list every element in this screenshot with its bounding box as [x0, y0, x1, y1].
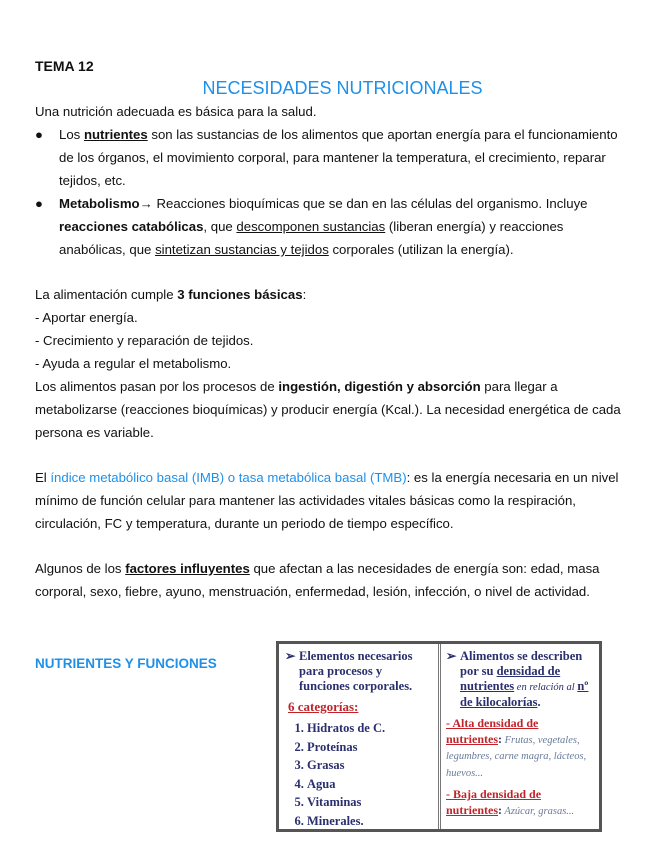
- intro-text: Una nutrición adecuada es básica para la salud.: [35, 104, 317, 119]
- document-page: [35, 56, 625, 603]
- list-item: 5. Vitaminas: [307, 793, 432, 812]
- list-item: 6. Minerales.: [307, 812, 432, 831]
- categories-title: 6 categorías:: [288, 699, 359, 714]
- metabolism-term: Metabolismo: [59, 196, 140, 211]
- nutrients-figure: [276, 641, 602, 832]
- list-item: 3. Grasas: [307, 756, 432, 775]
- imb-term: índice metabólico basal (IMB) o tasa metabólica basal (TMB): [50, 470, 407, 485]
- arrow-bullet-icon: ➢: [446, 649, 457, 663]
- left-heading: Elementos necesarios para procesos y funciones corporales.: [299, 649, 413, 693]
- categories-list: [285, 719, 432, 830]
- factors-term: factores influyentes: [125, 561, 250, 576]
- bullet-icon: ●: [35, 196, 43, 211]
- processes-paragraph: Los alimentos pasan por los procesos de ingestión, digestión y absorción para llegar a metabolizarse (reacciones bioquímicas) y producir energía (Kcal.). La necesidad energética de cada persona es variable.: [35, 379, 621, 440]
- low-density-item: - Baja densidad de nutrientes: Azúcar, grasas...: [446, 787, 575, 817]
- list-item: 1. Hidratos de C.: [307, 719, 432, 738]
- bullet-icon: ●: [35, 127, 43, 142]
- arrow-icon: →: [139, 196, 153, 211]
- section-title: NUTRIENTES Y FUNCIONES: [35, 656, 217, 671]
- function-item: - Aportar energía.: [35, 310, 138, 325]
- list-item: 4. Agua: [307, 775, 432, 794]
- list-item: ● Metabolismo→ Reacciones bioquímicas que se dan en las células del organismo. Incluye reacciones catabólicas, que descomponen sustancias (liberan energía) y reacciones anabólicas, que sintetizan sustancias y tejidos corporales (utilizan la energía).: [35, 192, 625, 261]
- page-title: NECESIDADES NUTRICIONALES: [202, 78, 483, 98]
- arrow-bullet-icon: ➢: [285, 649, 296, 663]
- function-item: - Crecimiento y reparación de tejidos.: [35, 333, 254, 348]
- factors-paragraph: Algunos de los factores influyentes que afectan a las necesidades de energía son: edad, masa corporal, sexo, fiebre, ayuno, menstruación, enfermedad, lesión, infección, o nivel de actividad.: [35, 561, 600, 599]
- functions-intro: La alimentación cumple 3 funciones básicas:: [35, 287, 307, 302]
- list-item: 2. Proteínas: [307, 738, 432, 757]
- high-density-item: - Alta densidad de nutrientes: Frutas, vegetales, legumbres, carne magra, lácteos, huevos...: [446, 716, 587, 779]
- list-item: ● Los nutrientes son las sustancias de los alimentos que aportan energía para el funcionamiento de los órganos, el movimiento corporal, para mantener la temperatura, el crecimiento, reparar tejidos, etc.: [35, 123, 625, 192]
- figure-right-column: ➢ Alimentos se describen por su densidad de nutrientes en relación al nº de kilocalorías. - Alta densidad de nutrientes: Frutas, vegetales, legumbres, carne magra, lácteos, huevos... - Baja densidad de nutrientes: Azúcar, grasas...: [441, 644, 599, 829]
- topic-number: TEMA 12: [35, 58, 94, 74]
- function-item: - Ayuda a regular el metabolismo.: [35, 356, 232, 371]
- figure-left-column: [279, 644, 441, 829]
- definitions-list: [35, 123, 625, 261]
- nutrients-term: nutrientes: [83, 127, 148, 142]
- imb-paragraph: El índice metabólico basal (IMB) o tasa metabólica basal (TMB): es la energía necesaria en un nivel mínimo de función celular para mantener las actividades vitales básicas como la respiración, circulación, FC y temperatura, durante un periodo de tiempo específico.: [35, 470, 619, 531]
